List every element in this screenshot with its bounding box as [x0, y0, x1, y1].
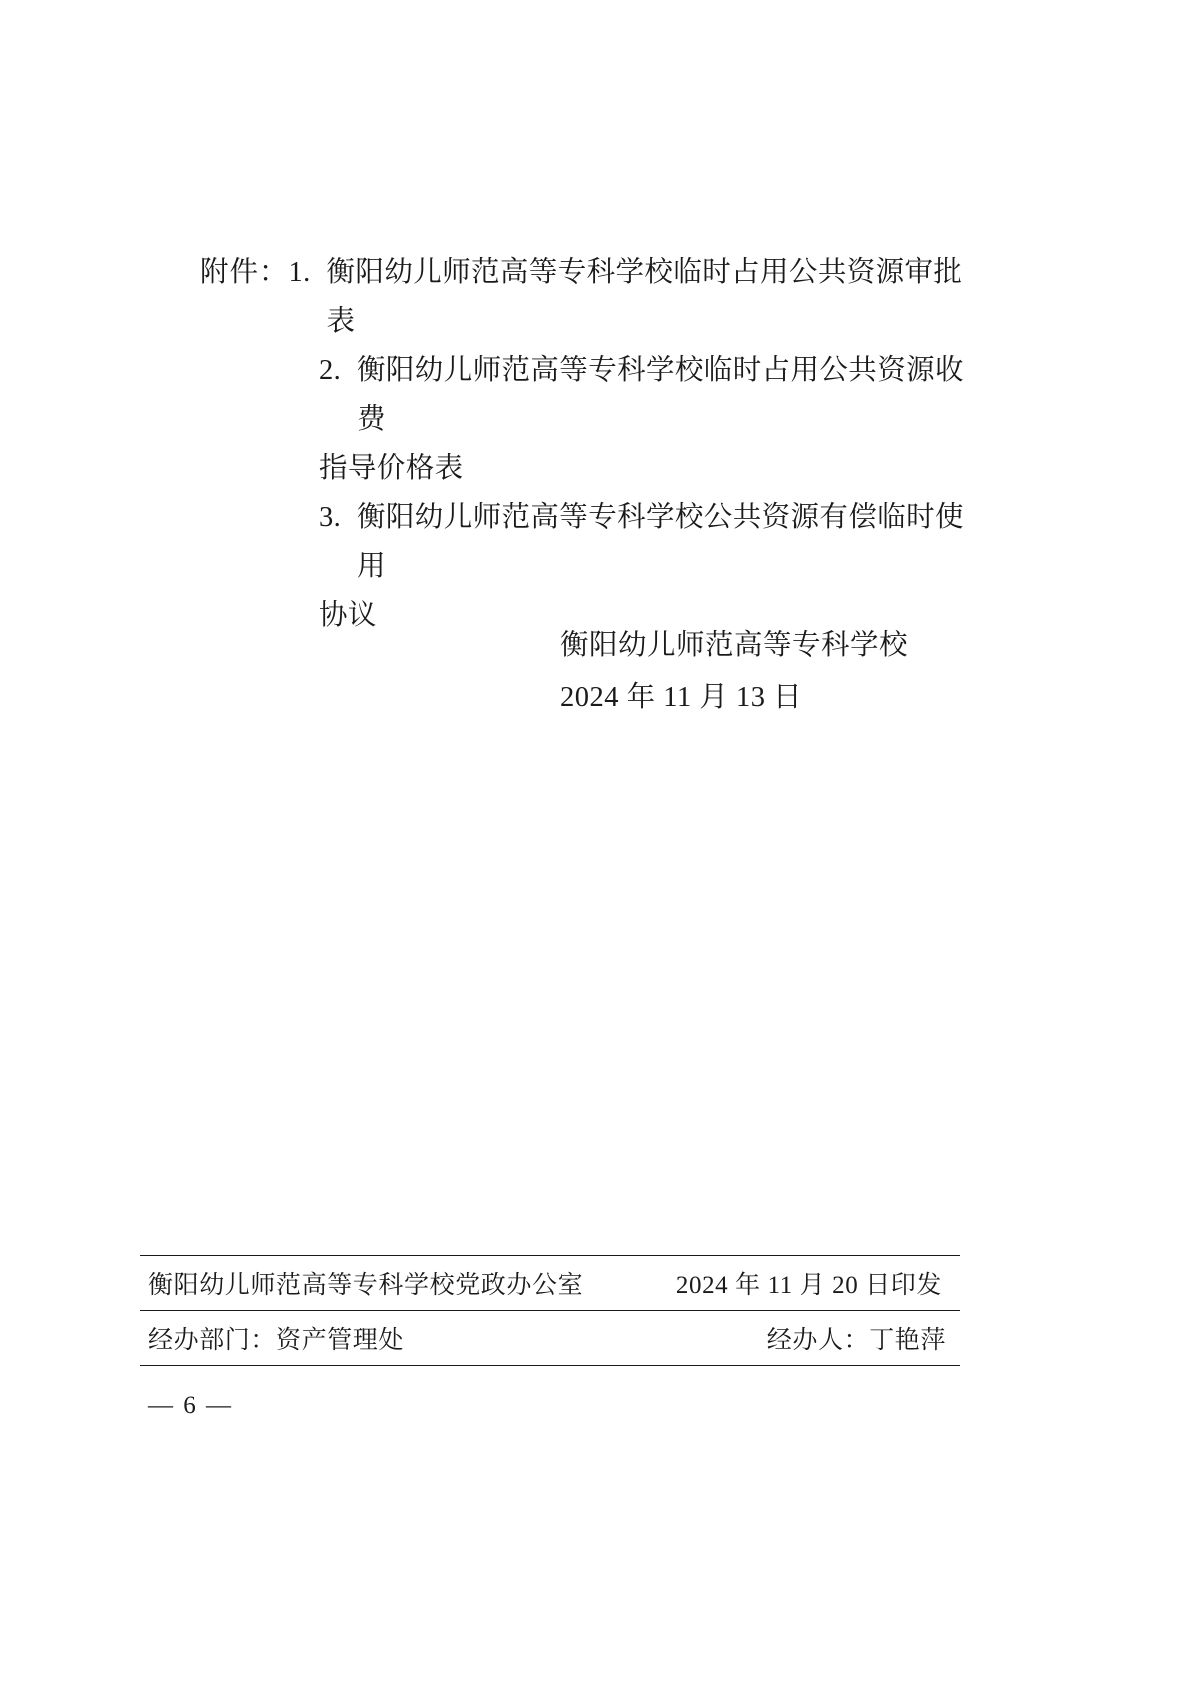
attachment-number: 1.: [288, 257, 311, 288]
document-footer: [140, 1255, 960, 1366]
signature-block: [560, 620, 980, 724]
attachment-item-2: [319, 346, 990, 444]
footer-department: 经办部门：资产管理处: [148, 1327, 405, 1354]
footer-row-issuer: [140, 1256, 960, 1310]
footer-print-date: 2024 年 11 月 20 日印发: [675, 1272, 942, 1299]
footer-rule-bottom: [140, 1365, 960, 1366]
attachment-text: 衡阳幼儿师范高等专科学校临时占用公共资源审批表: [326, 257, 963, 337]
attachment-number: 2.: [319, 355, 342, 386]
page-number: — 6 —: [148, 1392, 233, 1419]
footer-row-department: [140, 1311, 960, 1365]
footer-issuer: 衡阳幼儿师范高等专科学校党政办公室: [148, 1272, 584, 1299]
footer-handler: 经办人：丁艳萍: [766, 1327, 946, 1354]
attachment-item-1: [200, 248, 990, 346]
attachment-list: [200, 248, 990, 640]
attachment-number: 3.: [319, 502, 342, 533]
attachment-text: 衡阳幼儿师范高等专科学校公共资源有偿临时使用: [357, 502, 964, 582]
attachment-text-continued: 协议: [319, 600, 377, 631]
attachment-item-3: [319, 493, 990, 591]
signature-date: 2024 年 11 月 13 日: [560, 682, 803, 713]
attachment-label: 附件：: [200, 257, 289, 288]
attachment-text-continued: 指导价格表: [319, 453, 464, 484]
signature-organization: 衡阳幼儿师范高等专科学校: [560, 630, 909, 661]
attachment-text: 衡阳幼儿师范高等专科学校临时占用公共资源收费: [357, 355, 964, 435]
